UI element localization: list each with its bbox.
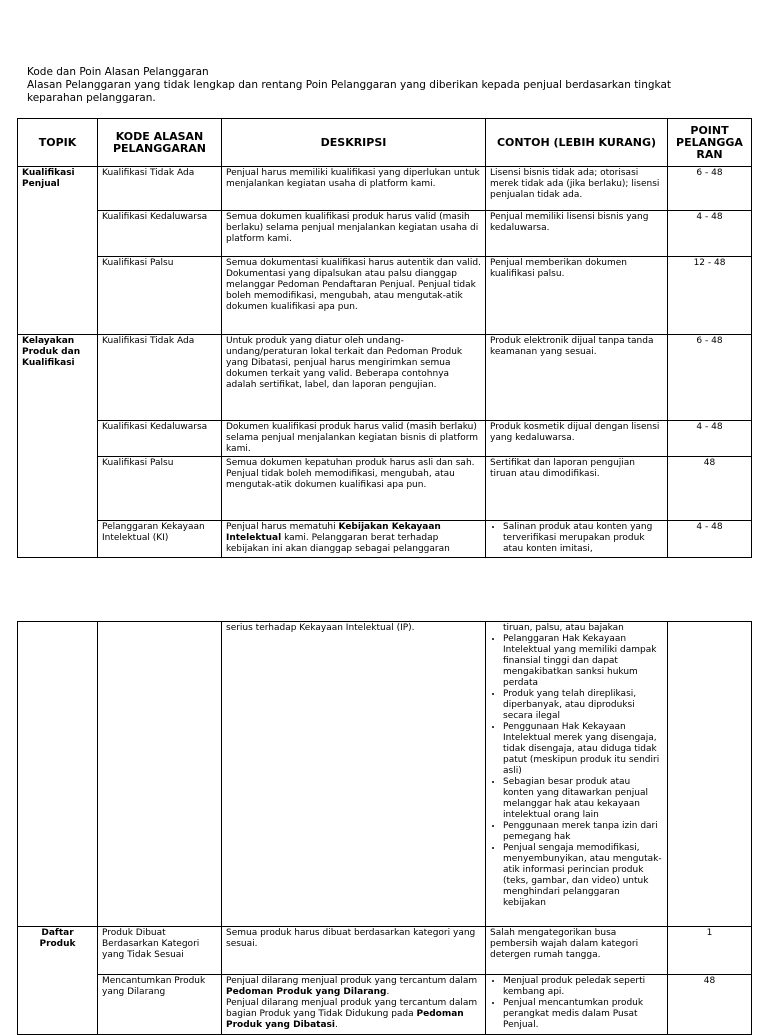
- deskripsi-text-post: .: [386, 987, 390, 997]
- row-contoh: [486, 975, 668, 1035]
- deskripsi-text-pre: Penjual dilarang menjual produk yang tercantum dalam: [226, 976, 478, 986]
- kebijakan-ki-link-text: Kebijakan Kekayaan Intelektual: [226, 522, 441, 543]
- row-contoh: Penjual memberikan dokumen kualifikasi palsu.: [486, 257, 668, 335]
- row-kode: Kualifikasi Kedaluwarsa: [98, 211, 222, 257]
- contoh-bullet: • Penggunaan Hak Kekayaan Intelektual merek yang disengaja, tidak disengaja, atau diduga tidak patut (meskipun produk itu sendiri asli): [503, 722, 663, 777]
- header-kode: KODE ALASAN PELANGGARAN: [98, 119, 222, 167]
- row-kode: Kualifikasi Palsu: [98, 457, 222, 521]
- row-kode: Kualifikasi Palsu: [98, 257, 222, 335]
- row-deskripsi: Semua dokumen kepatuhan produk harus asli dan sah. Penjual tidak boleh memodifikasi, mengubah, atau mengutak-atik dokumen kualifikasi apa pun.: [222, 457, 486, 521]
- table-row-continued: [18, 622, 752, 927]
- row-point: 48: [668, 975, 752, 1035]
- row-point: 6 - 48: [668, 167, 752, 211]
- row-contoh: [486, 521, 668, 558]
- table-row: [18, 975, 752, 1035]
- table-row: [18, 167, 752, 211]
- row-contoh: Penjual memiliki lisensi bisnis yang kedaluwarsa.: [486, 211, 668, 257]
- table-row: [18, 335, 752, 421]
- row-point: 4 - 48: [668, 521, 752, 558]
- row-contoh: Produk elektronik dijual tanpa tanda keamanan yang sesuai.: [486, 335, 668, 421]
- contoh-bullet: • Penjual sengaja memodifikasi, menyembunyikan, atau mengutak-atik informasi perincian produk (teks, gambar, dan video) untuk menghindari pelanggaran kebijakan: [503, 843, 663, 909]
- header-point: POINT PELANGGA RAN: [668, 119, 752, 167]
- table-row: [18, 421, 752, 457]
- row-contoh: Sertifikat dan laporan pengujian tiruan atau dimodifikasi.: [486, 457, 668, 521]
- empty-kode-cell: [98, 622, 222, 927]
- topic-kualifikasi-penjual: Kualifikasi Penjual: [18, 167, 98, 335]
- contoh-bullet: • Produk yang telah direplikasi, diperbanyak, atau diproduksi secara ilegal: [503, 689, 663, 722]
- deskripsi-text-post: kami. Pelanggaran berat terhadap kebijakan ini akan dianggap sebagai pelanggaran: [226, 533, 450, 554]
- violation-table-page-1: [17, 118, 752, 558]
- contoh-bullet: • Penggunaan merek tanpa izin dari pemegang hak: [503, 821, 663, 843]
- deskripsi-2-text-pre: Penjual dilarang menjual produk yang tercantum dalam bagian Produk yang Tidak Didukung pada: [226, 998, 478, 1019]
- row-point: 6 - 48: [668, 335, 752, 421]
- violation-table-page-2: [17, 621, 752, 1035]
- table-header-row: [18, 119, 752, 167]
- row-deskripsi: Penjual harus memiliki kualifikasi yang diperlukan untuk menjalankan kegiatan usaha di platform kami.: [222, 167, 486, 211]
- row-contoh: [486, 622, 668, 927]
- contoh-bullet-list: [490, 976, 663, 1031]
- row-deskripsi: Semua dokumentasi kualifikasi harus autentik dan valid. Dokumentasi yang dipalsukan atau palsu dianggap melanggar Pedoman Pendaftaran Penjual. Penjual tidak boleh memodifikasi, mengubah, atau mengutak-atik dokumen kualifikasi apa pun.: [222, 257, 486, 335]
- row-point: 48: [668, 457, 752, 521]
- row-deskripsi: [222, 975, 486, 1035]
- row-kode: Produk Dibuat Berdasarkan Kategori yang Tidak Sesuai: [98, 927, 222, 975]
- row-deskripsi: [222, 521, 486, 558]
- topic-kelayakan-produk: Kelayakan Produk dan Kualifikasi: [18, 335, 98, 558]
- empty-point-cell: [668, 622, 752, 927]
- pedoman-dibatasi-link-text: Pedoman Produk yang Dibatasi: [226, 1009, 464, 1030]
- contoh-bullet: • Menjual produk peledak seperti kembang api.: [503, 976, 663, 998]
- row-contoh: Produk kosmetik dijual dengan lisensi yang kedaluwarsa.: [486, 421, 668, 457]
- contoh-continued-first: tiruan, palsu, atau bajakan: [503, 623, 624, 633]
- row-point: 1: [668, 927, 752, 975]
- deskripsi-text-pre: Penjual harus mematuhi: [226, 522, 339, 532]
- row-deskripsi: Untuk produk yang diatur oleh undang-undang/peraturan lokal terkait dan Pedoman Produk yang Dibatasi, penjual harus mengirimkan semua dokumen terkait yang valid. Beberapa contohnya adalah sertifikat, label, dan laporan pengujian.: [222, 335, 486, 421]
- intro-heading: Kode dan Poin Alasan Pelanggaran: [27, 66, 209, 78]
- contoh-bullet-list: [490, 634, 663, 909]
- table-row: [18, 211, 752, 257]
- contoh-bullet: • Sebagian besar produk atau konten yang ditawarkan penjual melanggar hak atau kekayaan intelektual orang lain: [503, 777, 663, 821]
- row-kode: Kualifikasi Tidak Ada: [98, 167, 222, 211]
- row-deskripsi: Dokumen kualifikasi produk harus valid (masih berlaku) selama penjual menjalankan kegiatan bisnis di platform kami.: [222, 421, 486, 457]
- row-kode: Kualifikasi Tidak Ada: [98, 335, 222, 421]
- table-row: [18, 457, 752, 521]
- header-topik: TOPIK: [18, 119, 98, 167]
- intro-text: Alasan Pelanggaran yang tidak lengkap dan rentang Poin Pelanggaran yang diberikan kepada penjual berdasarkan tingkat keparahan pelanggaran.: [27, 79, 671, 104]
- header-contoh: CONTOH (LEBIH KURANG): [486, 119, 668, 167]
- header-deskripsi: DESKRIPSI: [222, 119, 486, 167]
- contoh-bullet: • Salinan produk atau konten yang terverifikasi merupakan produk atau konten imitasi,: [503, 522, 663, 555]
- row-point: 4 - 48: [668, 211, 752, 257]
- row-kode: Pelanggaran Kekayaan Intelektual (KI): [98, 521, 222, 558]
- row-deskripsi: Semua produk harus dibuat berdasarkan kategori yang sesuai.: [222, 927, 486, 975]
- row-deskripsi: Semua dokumen kualifikasi produk harus valid (masih berlaku) selama penjual menjalankan kegiatan usaha di platform kami.: [222, 211, 486, 257]
- deskripsi-2-text-post: .: [335, 1020, 338, 1030]
- table-row: [18, 257, 752, 335]
- row-contoh: Lisensi bisnis tidak ada; otorisasi merek tidak ada (jika berlaku); lisensi penjualan tidak ada.: [486, 167, 668, 211]
- contoh-bullet: • Pelanggaran Hak Kekayaan Intelektual yang memiliki dampak finansial tinggi dan dapat mengakibatkan sanksi hukum perdata: [503, 634, 663, 689]
- row-point: 4 - 48: [668, 421, 752, 457]
- empty-topic-cell: [18, 622, 98, 927]
- topic-daftar-produk: Daftar Produk: [18, 927, 98, 1035]
- contoh-bullet: • Penjual mencantumkan produk perangkat medis dalam Pusat Penjual.: [503, 998, 663, 1031]
- row-contoh: Salah mengategorikan busa pembersih wajah dalam kategori detergen rumah tangga.: [486, 927, 668, 975]
- intro: [27, 66, 727, 105]
- pedoman-dilarang-link-text: Pedoman Produk yang Dilarang: [226, 987, 387, 997]
- row-kode: Mencantumkan Produk yang Dilarang: [98, 975, 222, 1035]
- row-point: 12 - 48: [668, 257, 752, 335]
- row-kode: Kualifikasi Kedaluwarsa: [98, 421, 222, 457]
- table-row: [18, 521, 752, 558]
- table-row: [18, 927, 752, 975]
- row-deskripsi: serius terhadap Kekayaan Intelektual (IP).: [222, 622, 486, 927]
